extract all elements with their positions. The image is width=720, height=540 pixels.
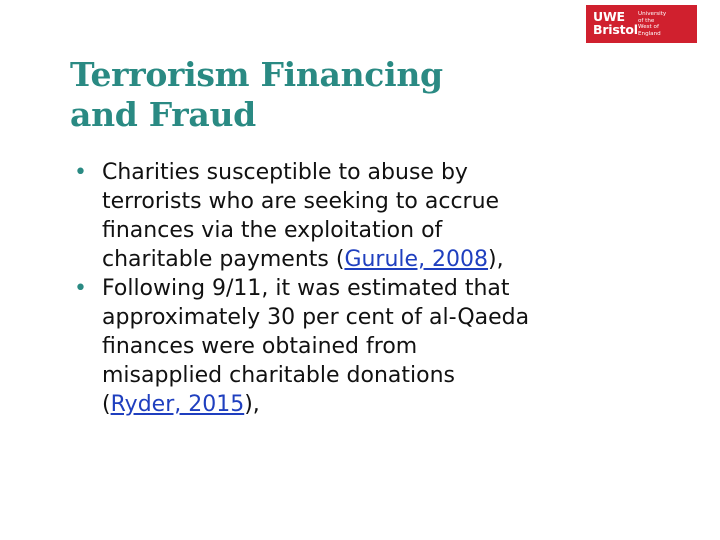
citation-link-ryder[interactable]: Ryder, 2015 xyxy=(110,392,245,417)
bullet-text-line: terrorists who are seeking to accrue xyxy=(102,189,500,214)
bullet-text-line: Following 9/11, it was estimated that xyxy=(102,276,510,301)
logo-main-line: UWE xyxy=(593,9,625,24)
uwe-bristol-logo xyxy=(586,5,697,43)
bullet-text-line xyxy=(102,245,634,274)
slide-title-line: Terrorism Financing xyxy=(70,55,443,94)
bullet-text-line: Charities susceptible to abuse by xyxy=(102,160,468,185)
bullet-text-line: finances via the exploitation of xyxy=(102,218,443,243)
citation-link-gurule[interactable]: Gurule, 2008 xyxy=(344,247,489,272)
bullet-list xyxy=(74,158,634,419)
bullet-text-fragment: charitable payments ( xyxy=(102,247,345,272)
logo-sub-line: of the xyxy=(638,17,655,24)
bullet-text-line: misapplied charitable donations xyxy=(102,363,455,388)
slide-title-line: and Fraud xyxy=(70,95,256,134)
logo-subtext xyxy=(638,11,666,37)
logo-sub-line: West of xyxy=(638,24,659,30)
bullet-icon: • xyxy=(74,276,87,301)
bullet-icon: • xyxy=(74,160,87,185)
bullet-text-fragment: ), xyxy=(488,247,504,272)
bullet-text-fragment: ), xyxy=(244,392,260,417)
bullet-text-line: finances were obtained from xyxy=(102,334,418,359)
bullet-item-charities xyxy=(74,158,634,274)
logo-main-line: Bristol xyxy=(593,22,638,37)
logo-sub-line: University xyxy=(638,11,667,17)
bullet-text-line xyxy=(102,390,634,419)
slide-title xyxy=(70,55,443,135)
bullet-text-line: approximately 30 per cent of al-Qaeda xyxy=(102,305,530,330)
logo-wordmark xyxy=(593,10,638,36)
logo-sub-line: England xyxy=(638,30,661,37)
bullet-item-al-qaeda xyxy=(74,274,634,419)
bullet-text-fragment: ( xyxy=(102,392,111,417)
